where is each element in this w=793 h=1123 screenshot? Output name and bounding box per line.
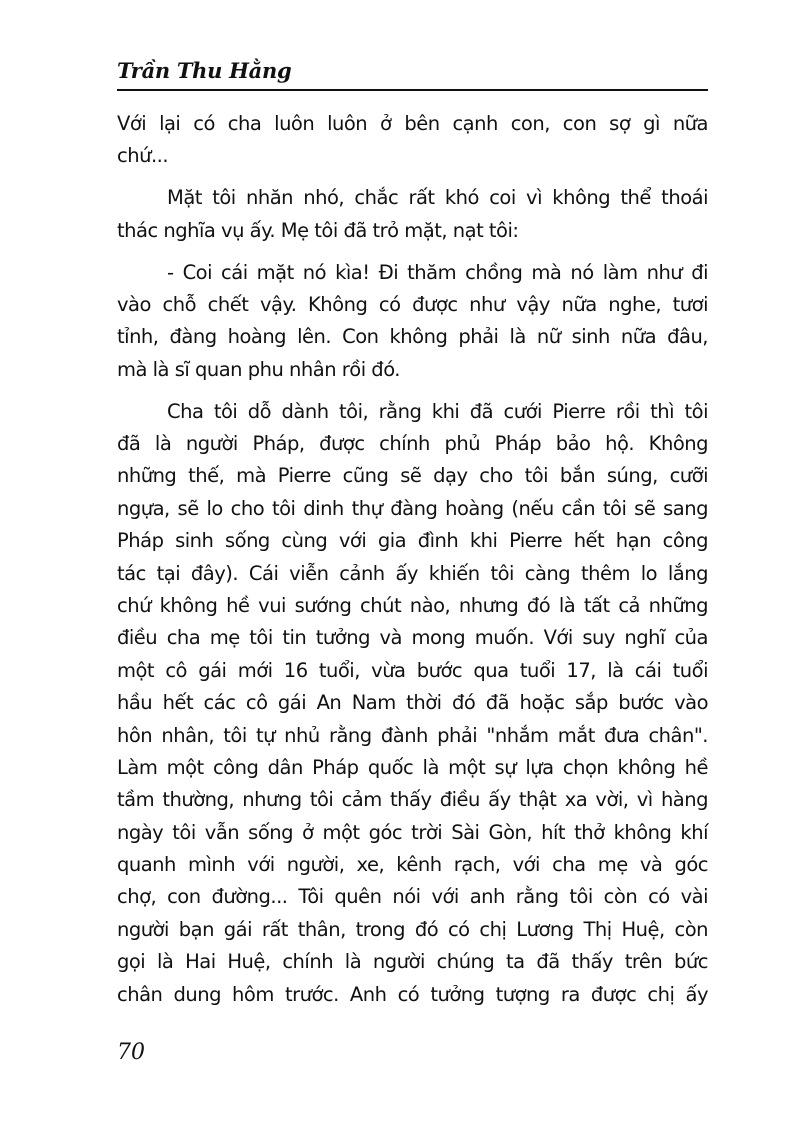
text-line: thác nghĩa vụ ấy. Mẹ tôi đã trỏ mặt, nạt tôi: xyxy=(117,218,519,242)
text-line: tầm thường, nhưng tôi cảm thấy điều ấy thật xa vời, vì hàng xyxy=(117,788,708,812)
text-line: quanh mình với người, xe, kênh rạch, với cha mẹ và góc xyxy=(117,853,708,877)
text-line: Pháp sinh sống cùng với gia đình khi Pierre hết hạn công xyxy=(117,529,708,553)
running-header-author: Trần Thu Hằng xyxy=(117,58,292,83)
text-line: gọi là Hai Huệ, chính là người chúng ta đã thấy trên bức xyxy=(117,950,708,974)
text-line: đã là người Pháp, được chính phủ Pháp bảo hộ. Không xyxy=(117,432,708,456)
paragraph xyxy=(117,108,708,173)
paragraph xyxy=(117,182,708,247)
text-line: tác tại đây). Cái viễn cảnh ấy khiến tôi càng thêm lo lắng xyxy=(117,561,708,585)
text-line: ngựa, sẽ lo cho tôi dinh thự đàng hoàng (nếu cần tôi sẽ sang xyxy=(117,496,708,520)
text-line: Mặt tôi nhăn nhó, chắc rất khó coi vì không thể thoái xyxy=(167,186,708,210)
text-line: Cha tôi dỗ dành tôi, rằng khi đã cưới Pierre rồi thì tôi xyxy=(167,399,708,423)
paragraph xyxy=(117,257,708,387)
text-line: chứ không hề vui sướng chút nào, nhưng đó là tất cả những xyxy=(117,593,708,617)
text-line: những thế, mà Pierre cũng sẽ dạy cho tôi bắn súng, cưỡi xyxy=(117,464,708,488)
text-line: Làm một công dân Pháp quốc là một sự lựa chọn không hề xyxy=(117,755,708,779)
header-rule xyxy=(117,89,708,91)
text-line: chợ, con đường... Tôi quên nói với anh rằng tôi còn có vài xyxy=(117,885,708,909)
text-line: Với lại có cha luôn luôn ở bên cạnh con, con sợ gì nữa xyxy=(117,112,708,135)
paragraph xyxy=(117,396,708,1011)
text-line: một cô gái mới 16 tuổi, vừa bước qua tuổi 17, là cái tuổi xyxy=(117,658,708,682)
text-line: chân dung hôm trước. Anh có tưởng tượng ra được chị ấy xyxy=(117,982,708,1006)
text-line: hầu hết các cô gái An Nam thời đó đã hoặc sắp bước vào xyxy=(117,691,708,715)
page-body xyxy=(117,108,708,1021)
text-line: hôn nhân, tôi tự nhủ rằng đành phải "nhắm mắt đưa chân". xyxy=(117,723,708,747)
text-line: vào chỗ chết vậy. Không có được như vậy nữa nghe, tươi xyxy=(117,292,708,316)
text-line: chứ... xyxy=(117,144,169,168)
page-number: 70 xyxy=(117,1040,145,1065)
text-line: người bạn gái rất thân, trong đó có chị Lương Thị Huệ, còn xyxy=(117,917,708,941)
text-line: điều cha mẹ tôi tin tưởng và mong muốn. Với suy nghĩ của xyxy=(117,626,708,650)
text-line: - Coi cái mặt nó kìa! Đi thăm chồng mà nó làm như đi xyxy=(167,260,708,284)
text-line: mà là sĩ quan phu nhân rồi đó. xyxy=(117,357,400,381)
text-line: ngày tôi vẫn sống ở một góc trời Sài Gòn, hít thở không khí xyxy=(117,820,708,844)
text-line: tỉnh, đàng hoàng lên. Con không phải là nữ sinh nữa đâu, xyxy=(117,325,708,349)
